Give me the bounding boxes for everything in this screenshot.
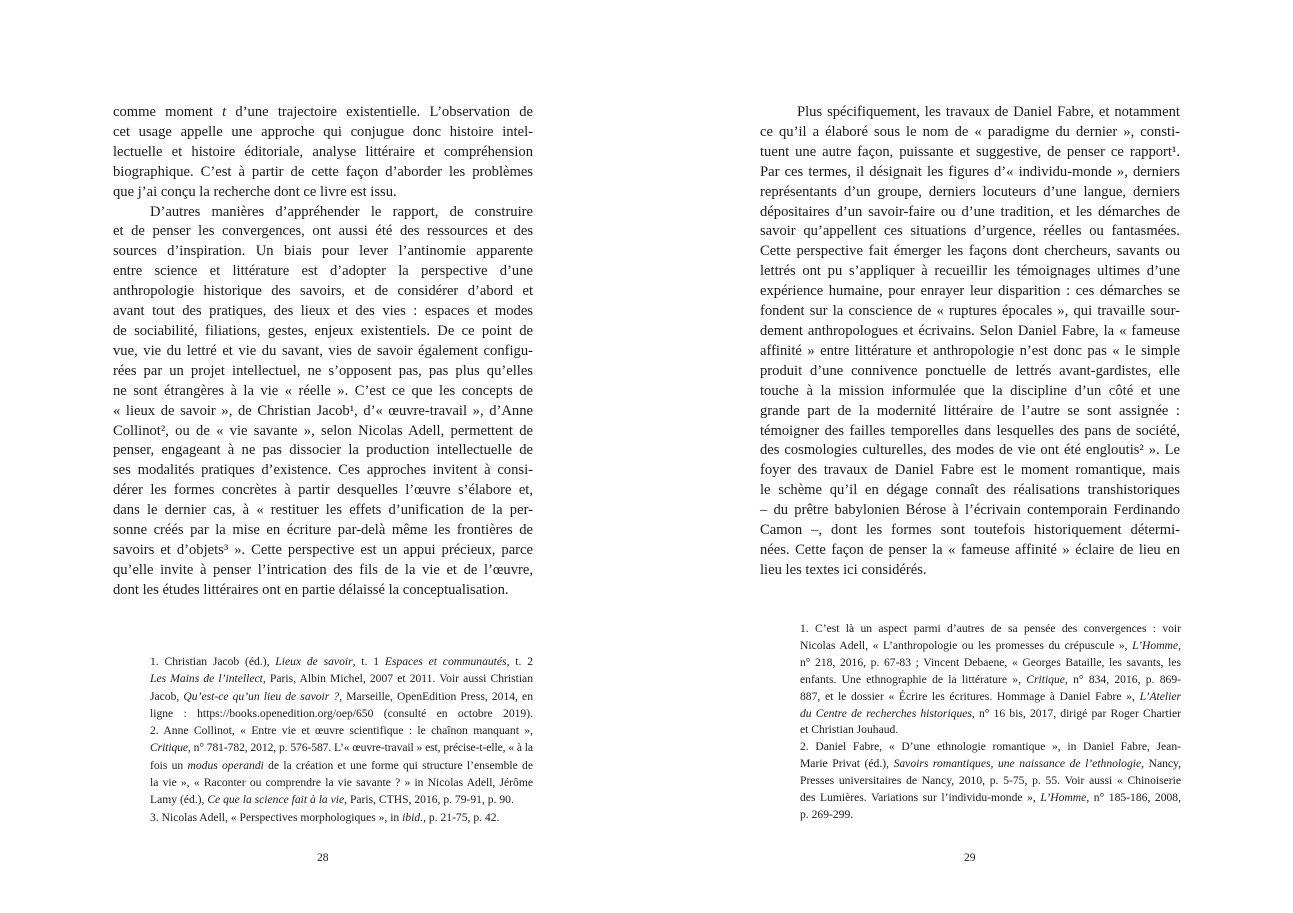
text-segment: , [1178,638,1181,652]
text-segment: que j’ai conçu la recherche dont ce livre est issu. [113,183,397,200]
text-segment: , t. 2 [506,655,533,668]
text-line [113,382,533,402]
italic-text: Savoirs romantiques, une naissance de l’ethnologie [893,757,1142,771]
text-line [760,402,1180,422]
text-segment: Par ces termes, il désignait les figures d’« individu-monde », derniers [760,163,1180,180]
text-line [760,561,1180,581]
italic-text: modus operandi [187,758,264,772]
italic-text: Espaces et communautés [384,655,507,668]
text-segment: sources d’inspiration. Un biais pour lever l’antinomie apparente [113,243,533,260]
body-text [760,103,1180,581]
text-line [113,203,533,223]
text-line [113,581,533,601]
text-segment: Cette perspective fait émerger les façons dont chercheurs, savants ou [760,243,1180,260]
text-line [113,342,533,362]
text-line [800,655,1181,672]
text-segment: expérience humaine, pour enrayer leur disparition : ces démarches se [760,283,1180,300]
text-segment: , n° 16 bis, 2017, dirigé par Roger Chartier [971,706,1181,720]
text-segment: avant tout des pratiques, des lieux et des vies : espaces et modes [113,303,533,320]
text-segment: d’une trajectoire existentielle. L’observation de [226,104,533,120]
text-segment: vue, vie du lettré et vie du savant, vies de savoir également configu- [113,342,533,359]
text-segment: affinité » entre littérature et anthropologie n’est donc pas « le simple [760,342,1180,359]
text-segment: – du prêtre babylonien Bérose à l’écrivain contemporain Ferdinando [760,502,1180,519]
text-line [760,103,1180,123]
text-line [800,621,1181,638]
text-segment: lieu les textes ici considérés. [760,561,927,578]
text-segment: Presses universitaires de Nancy, 2010, p. 5-75, p. 55. Voir aussi « Chinoiserie [800,774,1181,788]
text-segment: de la création et une forme qui structure l’ensemble de [263,758,533,772]
text-line [113,222,533,242]
text-segment: entre science et littérature est d’adopter la perspective d’une [113,263,533,280]
text-segment: 2. Daniel Fabre, « D’une ethnologie romantique », in Daniel Fabre, Jean- [800,740,1181,754]
text-line [760,163,1180,183]
text-line [800,807,1181,824]
text-line [113,422,533,442]
text-segment: nées. Cette façon de penser la « fameuse affinité » éclaire de lieu en [760,541,1180,558]
text-line [150,670,533,687]
footnotes [150,653,533,826]
italic-text: du Centre de recherches historiques [800,706,972,720]
text-line [760,481,1180,501]
text-segment: ligne : https://books.openedition.org/oep/650 (consulté en octobre 2019). [150,706,533,720]
italic-text: Ce que la science fait à la vie [207,793,345,807]
text-segment: lettrés ont pu s’appliquer à recueillir les témoignages ultimes d’une [760,263,1180,280]
text-line [113,143,533,163]
text-segment: penser, engageant à ne pas dissocier la production intellectuelle de [113,442,533,459]
text-line [113,402,533,422]
italic-text: L’Atelier [1139,689,1181,703]
text-line [113,163,533,183]
text-segment: Camon –, dont les formes sont toutefois historiquement détermi- [760,522,1180,539]
italic-text: Qu’est-ce qu’un lieu de savoir ? [183,689,340,703]
text-segment: dérer les formes concrètes à partir desquelles l’œuvre s’élabore et, [113,482,533,499]
text-segment: 1. C’est là un aspect parmi d’autres de sa pensée des convergences : voir [800,622,1181,635]
text-segment: tuent une autre façon, puissante et suggestive, de penser ce rapport¹. [760,143,1180,160]
text-line [760,322,1180,342]
text-line [150,774,533,791]
text-line [800,756,1181,773]
text-line [150,757,533,774]
text-segment: 2. Anne Collinot, « Entre vie et œuvre scientifique : le chaînon manquant », [150,724,533,738]
italic-text: Lieux de savoir [275,655,353,668]
text-segment: ne sont étrangères à la vie « réelle ». C’est ce que les concepts de [113,382,533,399]
left-page [0,0,646,913]
text-segment: produit d’une connivence ponctuelle de lettrés avant-gardistes, elle [760,362,1180,379]
text-line [760,362,1180,382]
text-line [800,790,1181,807]
text-segment: 3. Nicolas Adell, « Perspectives morphologiques », in [150,810,403,824]
text-segment: , t. 1 [352,655,385,668]
text-line [760,183,1180,203]
text-segment: qu’elle invite à penser l’intrication des fils de la vie et de l’œuvre, [113,561,533,578]
text-line [760,461,1180,481]
text-line [800,773,1181,790]
text-line [113,541,533,561]
body-text [113,103,533,601]
text-segment: D’autres manières d’appréhender le rapport, de construire [150,203,533,220]
text-segment: témoigner des failles temporelles dans lesquelles des pans de société, [760,422,1180,439]
text-line [760,143,1180,163]
text-line [760,242,1180,262]
italic-text: Critique [150,741,188,755]
italic-text: Les Mains de l’intellect [150,672,263,686]
text-segment: cet usage appelle une approche qui conjugue donc histoire intel- [113,123,533,140]
text-line [113,183,533,203]
text-line [760,541,1180,561]
text-segment: Lamy (éd.), [150,793,208,807]
text-line [800,706,1181,723]
text-segment: le schème qu’il en dégage connaît des réalisations transhistoriques [760,482,1180,499]
text-segment: fondent sur la conscience de « ruptures épocales », qui travaille sour- [760,303,1180,320]
text-line [800,739,1181,756]
text-line [150,809,533,826]
text-segment: touche à la mission informulée que la discipline d’un côté et une [760,382,1180,399]
text-segment: de sociabilité, filiations, gestes, enjeux existentiels. De ce point de [113,322,533,339]
text-line [113,461,533,481]
footnotes [800,621,1181,824]
italic-text: Critique [1026,672,1065,686]
text-segment: n° 218, 2016, p. 67-83 ; Vincent Debaene, « Georges Bataille, les savants, les [800,655,1181,669]
text-segment: anthropologie historique des savoirs, et de considérer d’abord et [113,283,533,300]
text-line [800,638,1181,655]
text-segment: des Lumières. Variations sur l’individu-monde », [800,791,1041,805]
text-line [760,422,1180,442]
text-segment: grande part de la modernité littéraire de l’autre se sont assignée : [760,402,1180,419]
text-segment: Marie Privat (éd.), [800,757,894,771]
text-segment: la vie », « Raconter ou comprendre la vie savante ? » in Nicolas Adell, Jérôme [150,776,533,790]
text-segment: p. 269-299. [800,807,854,821]
text-segment: 887, et le dossier « Écrire les écritures. Hommage à Daniel Fabre », [800,689,1140,703]
text-segment: savoirs et d’objets³ ». Cette perspective est un appui précieux, parce [113,541,533,558]
text-segment: , n° 185-186, 2008, [1086,791,1181,805]
italic-text: t [222,104,227,120]
text-segment: enfants. Une ethnographie de la littérature », [800,672,1027,686]
italic-text: L’Homme [1132,638,1179,652]
text-segment: dont les études littéraires ont en partie délaissé la conceptualisation. [113,581,509,598]
text-line [150,722,533,739]
text-segment: lectuelle et histoire éditoriale, analyse littéraire et compréhension [113,143,533,160]
text-segment: , n° 781-782, 2012, p. 576-587. L’« œuvre-travail » est, précise-t-elle, « à la [187,741,533,755]
text-line [800,672,1181,689]
text-segment: , Paris, CTHS, 2016, p. 79-91, p. 90. [344,793,514,807]
text-line [150,688,533,705]
text-line [113,302,533,322]
text-line [760,302,1180,322]
text-segment: comme moment [113,104,223,120]
text-line [113,501,533,521]
text-line [760,123,1180,143]
text-segment: dement anthropologues et écrivains. Selon Daniel Fabre, la « fameuse [760,322,1180,339]
text-line [760,521,1180,541]
text-line [760,282,1180,302]
text-line [113,362,533,382]
text-segment: Jacob, [150,689,184,703]
text-segment: des cosmologies culturelles, des modes de vie ont été engloutis² ». Le [760,442,1180,459]
text-segment: , p. 21-75, p. 42. [423,810,500,824]
text-segment: , Paris, Albin Michel, 2007 et 2011. Voir aussi Christian [262,672,533,686]
text-segment: Plus spécifiquement, les travaux de Daniel Fabre, et notamment [797,104,1180,120]
text-line [150,791,533,808]
text-line [760,203,1180,223]
italic-text: ibid. [402,810,424,824]
text-segment: ses modalités pratiques d’existence. Ces approches invitent à consi- [113,462,533,479]
text-line [760,382,1180,402]
page-number: 29 [964,852,976,864]
text-line [760,342,1180,362]
text-segment: représentants d’un groupe, derniers locuteurs d’une langue, derniers [760,183,1180,200]
text-segment: sonne créés par la mise en écriture par-delà même les frontières de [113,522,533,539]
text-line [113,441,533,461]
right-page [646,0,1292,913]
text-segment: rées par un projet intellectuel, ne s’opposent pas, pas plus qu’elles [113,362,533,379]
text-segment: foyer des travaux de Daniel Fabre est le moment romantique, mais [760,462,1180,479]
text-line [113,282,533,302]
text-segment: et Christian Jouhaud. [800,723,899,737]
text-line [113,103,533,123]
text-line [113,242,533,262]
text-segment: savoir qu’appellent ces situations d’urgence, réelles ou fantasmées. [760,223,1180,240]
text-segment: Nicolas Adell, « L’anthropologie ou les promesses du crépuscule », [800,638,1133,652]
text-line [760,441,1180,461]
text-segment: biographique. C’est à partir de cette façon d’aborder les problèmes [113,163,533,180]
text-line [113,123,533,143]
text-segment: Collinot², ou de « vie savante », selon Nicolas Adell, permettent de [113,422,533,439]
text-line [113,561,533,581]
text-line [113,521,533,541]
text-segment: et de penser les convergences, ont aussi été des ressources et des [113,223,533,240]
text-line [150,653,533,670]
text-line [760,222,1180,242]
text-segment: fois un [150,758,188,772]
text-line [113,322,533,342]
text-segment: dépositaires d’un savoir-faire ou d’une tradition, et les démarches de [760,203,1180,220]
text-segment: 1. Christian Jacob (éd.), [150,655,276,668]
text-segment: , Nancy, [1141,757,1182,771]
italic-text: L’Homme [1040,791,1087,805]
text-line [760,262,1180,282]
text-line [800,689,1181,706]
page-number: 28 [317,852,329,864]
text-line [113,262,533,282]
text-line [760,501,1180,521]
text-line [800,722,1181,739]
text-line [150,705,533,722]
text-segment: « lieux de savoir », de Christian Jacob¹, d’« œuvre-travail », d’Anne [113,402,533,419]
text-line [113,481,533,501]
text-segment: ce qu’il a élaboré sous le nom de « paradigme du dernier », consti- [760,123,1180,140]
text-segment: dans le dernier cas, à « restituer les effets d’unification de la per- [113,502,533,519]
text-segment: , n° 834, 2016, p. 869- [1064,672,1181,686]
text-line [150,739,533,756]
text-segment: , Marseille, OpenEdition Press, 2014, en [339,689,533,703]
